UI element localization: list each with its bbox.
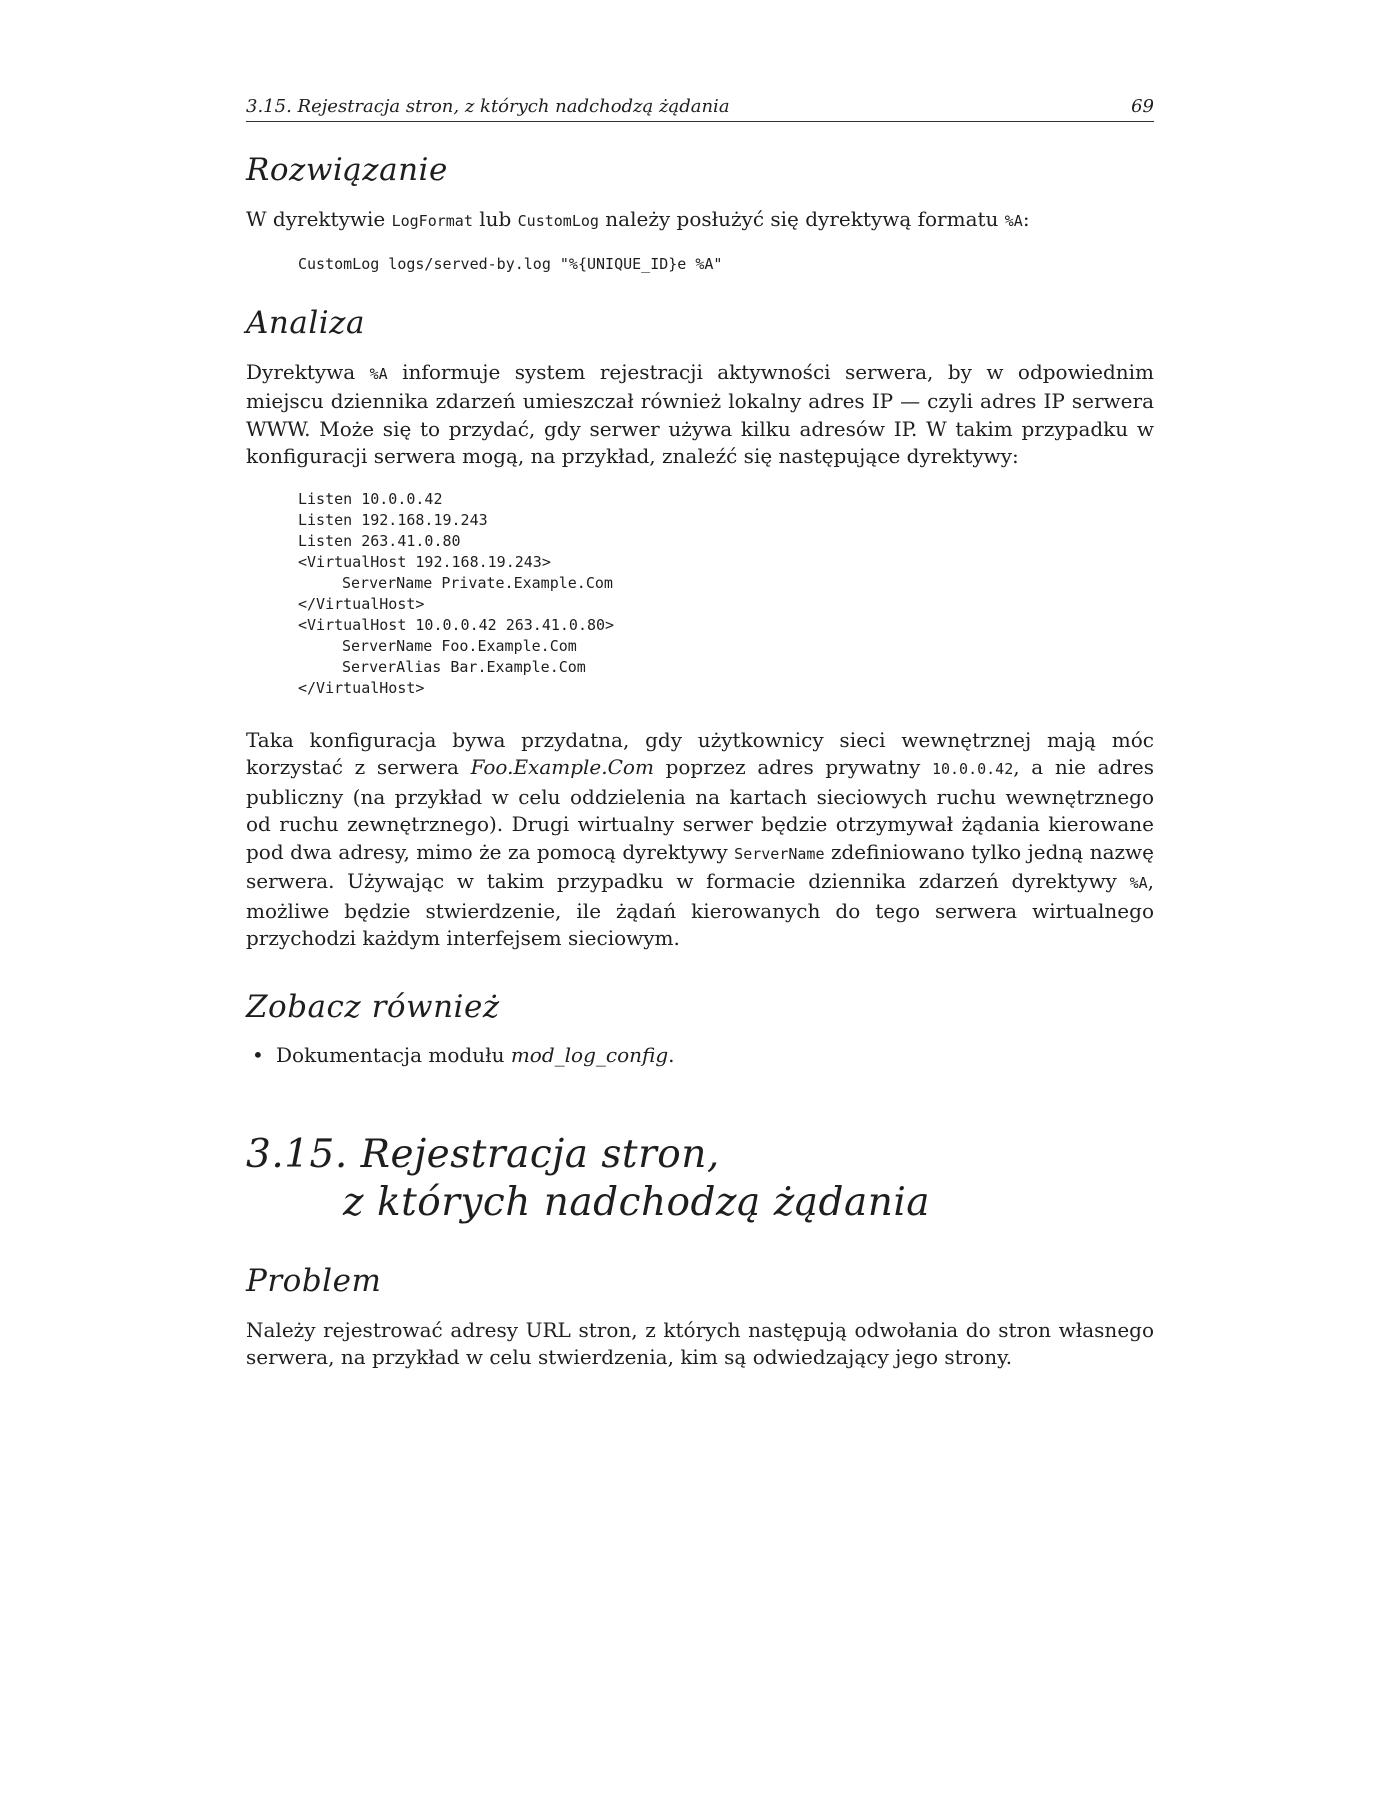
code-line: CustomLog logs/served-by.log "%{UNIQUE_ID}e %A" — [298, 254, 723, 273]
analysis-paragraph-1: Dyrektywa %A informuje system rejestracji aktywności serwera, by w odpowiednim miejscu dziennika zdarzeń umieszczał również lokalny adres IP — czyli adres IP serwera WWW. Może się to przydać, gdy serwer używa kilku adresów IP. W takim przypadku w konfiguracji serwera mogą, na przykład, znaleźć się następujące dyrektywy: — [246, 359, 1154, 468]
inline-code: 10.0.0.42 — [931, 760, 1014, 778]
module-name: mod_log_config — [510, 1042, 669, 1067]
inline-code: LogFormat — [391, 212, 473, 230]
section-heading — [246, 1131, 1154, 1227]
analysis-heading: Analiza — [246, 304, 365, 341]
code-line: <VirtualHost 192.168.19.243> — [298, 552, 551, 571]
code-line: Listen 10.0.0.42 — [298, 489, 443, 508]
problem-paragraph: Należy rejestrować adresy URL stron, z których następują odwołania do stron własnego serwera, na przykład w celu stwierdzenia, kim są odwiedzający jego strony. — [246, 1317, 1154, 1369]
solution-heading: Rozwiązanie — [246, 152, 448, 188]
code-block-customlog — [298, 254, 1154, 275]
code-line: ServerAlias Bar.Example.Com — [342, 657, 586, 676]
code-line: Listen 263.41.0.80 — [298, 531, 461, 550]
book-page — [246, 96, 1154, 1372]
see-also-heading: Zobacz również — [246, 988, 500, 1025]
code-line: </VirtualHost> — [298, 678, 425, 697]
inline-code: %A — [1129, 874, 1148, 892]
inline-code: ServerName — [734, 844, 825, 863]
inline-code: %A — [1004, 212, 1023, 230]
solution-paragraph: W dyrektywie LogFormat lub CustomLog należy posłużyć się dyrektywą formatu %A: — [246, 207, 1030, 231]
analysis-paragraph-2: Taka konfiguracja bywa przydatna, gdy użytkownicy sieci wewnętrznej mają móc korzystać z serwera Foo.Example.Com poprzez adres prywatny 10.0.0.42, a nie adres publiczny (na przykład w celu oddzielenia na kartach sieciowych ruchu wewnętrznego od ruchu zewnętrznego). Drugi wirtualny serwer będzie otrzymywał żądania kierowane pod dwa adresy, mimo że za pomocą dyrektywy ServerName zdefiniowano tylko jedną nazwę serwera. Używając w takim przypadku w formacie dziennika zdarzeń dyrektywy %A, możliwe będzie stwierdzenie, ile żądań kierowanych do tego serwera wirtualnego przychodzi każdym interfejsem sieciowym. — [246, 727, 1154, 950]
section-heading-line-1: 3.15. Rejestracja stron, — [246, 1131, 720, 1177]
running-head — [246, 96, 1154, 122]
page-number: 69 — [1131, 96, 1154, 117]
code-line: <VirtualHost 10.0.0.42 263.41.0.80> — [298, 615, 615, 634]
code-line: </VirtualHost> — [298, 594, 425, 613]
code-block-config — [298, 489, 1154, 699]
list-item: • Dokumentacja modułu mod_log_config. — [246, 1043, 1154, 1067]
section-heading-line-2: z których nadchodzą żądania — [343, 1179, 931, 1225]
code-line: ServerName Foo.Example.Com — [342, 636, 577, 655]
running-head-title: 3.15. Rejestracja stron, z których nadchodzą żądania — [246, 96, 730, 117]
server-name-emphasis: Foo.Example.Com — [470, 755, 654, 779]
problem-heading: Problem — [246, 1262, 382, 1299]
see-also-list — [246, 1043, 1154, 1067]
code-line: Listen 192.168.19.243 — [298, 510, 488, 529]
code-line: ServerName Private.Example.Com — [342, 573, 613, 592]
inline-code: CustomLog — [517, 212, 599, 230]
inline-code: %A — [369, 364, 388, 383]
